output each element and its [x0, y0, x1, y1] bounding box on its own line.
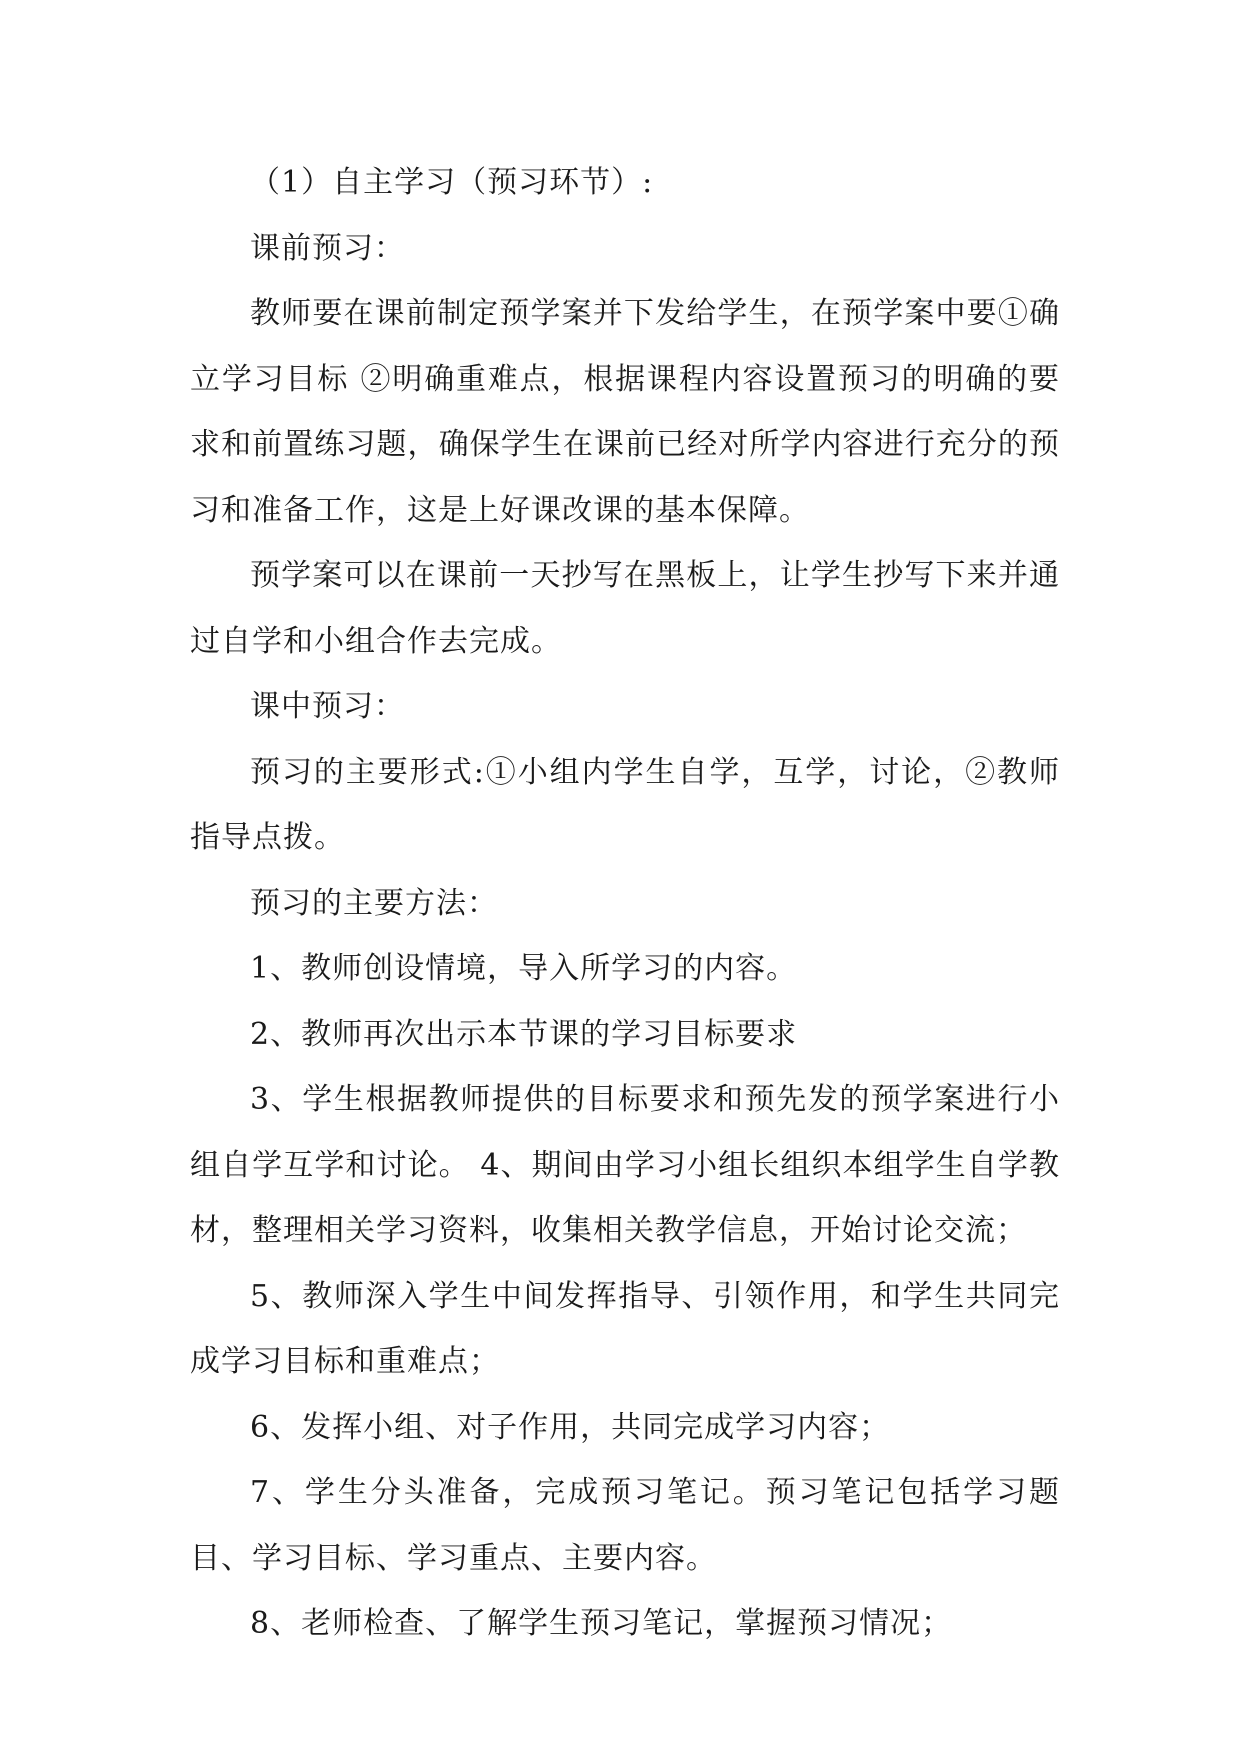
list-item-5: 5、教师深入学生中间发挥指导、引领作用，和学生共同完成学习目标和重难点； [190, 1278, 1060, 1379]
list-item-6: 6、发挥小组、对子作用，共同完成学习内容； [250, 1409, 891, 1445]
subheading-in-class-preview: 课中预习： [250, 689, 405, 724]
document-body [190, 150, 1060, 1657]
paragraph-teacher-preparation: 教师要在课前制定预学案并下发给学生，在预学案中要①确立学习目标 ②明确重难点，根据课程内容设置预习的明确的要求和前置练习题，确保学生在课前已经对所学内容进行充分的预习和准备工作，这是上好课改课的基本保障。 [190, 296, 1060, 528]
list-item-1: 1、教师创设情境，导入所学习的内容。 [250, 951, 798, 986]
list-item-8: 8、老师检查、了解学生预习笔记，掌握预习情况； [250, 1606, 953, 1641]
subheading-pre-class-preview: 课前预习： [250, 230, 405, 266]
paragraph-blackboard: 预学案可以在课前一天抄写在黑板上，让学生抄写下来并通过自学和小组合作去完成。 [190, 558, 1060, 659]
list-item-2: 2、教师再次出示本节课的学习目标要求 [250, 1016, 798, 1052]
paragraph-main-forms: 预习的主要形式:①小组内学生自学，互学，讨论，②教师指导点拨。 [190, 754, 1060, 855]
subheading-main-methods: 预习的主要方法： [250, 885, 498, 921]
list-item-3-4: 3、学生根据教师提供的目标要求和预先发的预学案进行小组自学互学和讨论。 4、期间由学习小组长组织本组学生自学教材，整理相关学习资料，收集相关教学信息，开始讨论交流； [190, 1082, 1060, 1248]
list-item-7: 7、学生分头准备，完成预习笔记。预习笔记包括学习题目、学习目标、学习重点、主要内容。 [190, 1475, 1060, 1576]
section-heading-self-study: （1）自主学习（预习环节）: [250, 165, 654, 200]
